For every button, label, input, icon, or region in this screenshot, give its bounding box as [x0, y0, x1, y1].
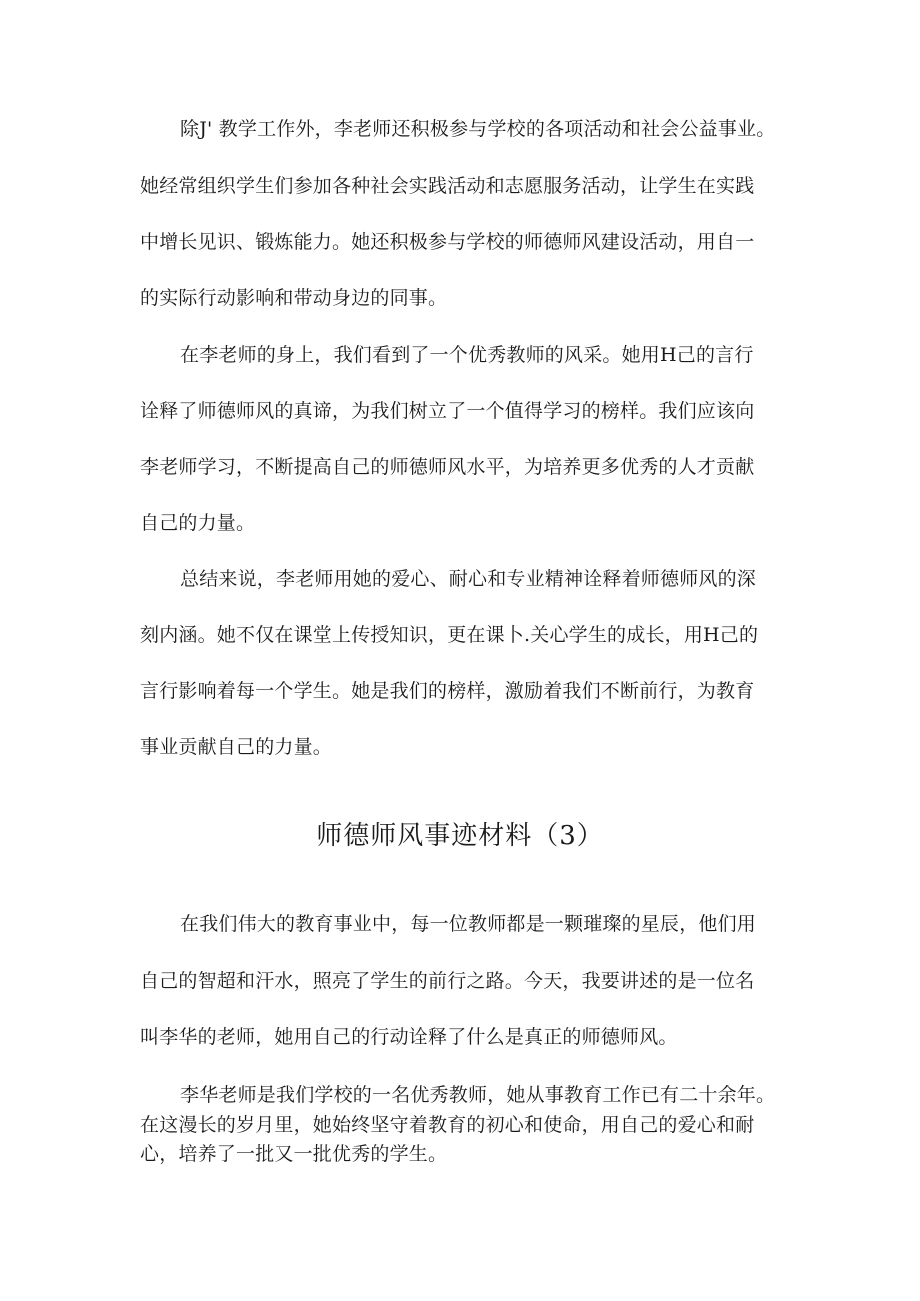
paragraph-line: 自己的智超和汗水，照亮了学生的前行之路。今天，我要讲述的是一位名 [140, 970, 755, 992]
section-title: 师德师风事迹材料（3） [316, 821, 604, 851]
paragraph-line: 李华老师是我们学校的一名优秀教师，她从事教育工作已有二十余年。 [180, 1084, 776, 1106]
paragraph-line: 诠释了师德师风的真谛，为我们树立了一个值得学习的榜样。我们应该向 [140, 400, 755, 422]
paragraph-line: 李老师学习，不断提高自己的师德师风水平，为培养更多优秀的人才贡献 [140, 456, 755, 478]
paragraph-line: 言行影响着每一个学生。她是我们的榜样，激励着我们不断前行，为教育 [140, 680, 755, 702]
paragraph-line: 事业贡献自己的力量。 [140, 736, 333, 758]
paragraph-line: 在这漫长的岁月里，她始终坚守着教育的初心和使命，用自己的爱心和耐 [140, 1114, 755, 1136]
paragraph-line: 的实际行动影响和带动身边的同事。 [140, 287, 448, 309]
paragraph-line: 除J' 教学工作外，李老师还积极参与学校的各项活动和社会公益事业。 [180, 118, 776, 140]
paragraph-line: 在我们伟大的教育事业中，每一位教师都是一颗璀璨的星辰，他们用 [180, 913, 757, 935]
paragraph-line: 心，培养了一批又一批优秀的学生。 [140, 1143, 448, 1165]
paragraph-line: 在李老师的身上，我们看到了一个优秀教师的风采。她用H己的言行 [180, 344, 754, 366]
paragraph-line: 中增长见识、锻炼能力。她还积极参与学校的师德师风建设活动，用自一 [140, 231, 755, 253]
paragraph-line: 叫李华的老师，她用自己的行动诠释了什么是真正的师德师风。 [140, 1026, 678, 1048]
paragraph-line: 自己的力量。 [140, 512, 256, 534]
paragraph-line: 总结来说，李老师用她的爱心、耐心和专业精神诠释着师德师风的深 [180, 568, 757, 590]
paragraph-line: 刻内涵。她不仅在课堂上传授知识，更在课卜.关心学生的成长，用H己的 [140, 624, 759, 646]
paragraph-line: 她经常组织学生们参加各种社会实践活动和志愿服务活动，让学生在实践 [140, 175, 755, 197]
